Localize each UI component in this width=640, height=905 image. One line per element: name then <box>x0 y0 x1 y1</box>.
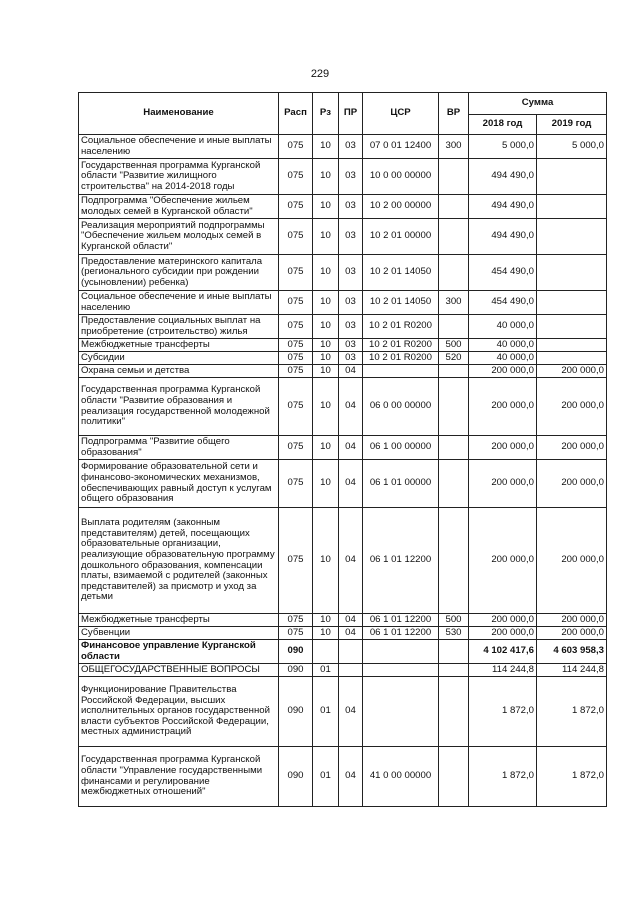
cell-rz: 10 <box>313 135 339 159</box>
cell-y2019: 1 872,0 <box>537 677 607 747</box>
table-row <box>79 219 607 255</box>
cell-rz: 01 <box>313 677 339 747</box>
cell-vr: 500 <box>439 339 469 352</box>
cell-name: Выплата родителям (законным представителям) детей, посещающих образовательные организации, реализующие образовательную программу дошкольного образования, компенсации платы, взимаемой с родителей (законных представителей) за присмотр и уход за детьми <box>79 508 279 614</box>
cell-name: Государственная программа Курганской области "Развитие образования и реализация государственной молодежной политики" <box>79 378 279 436</box>
page-number: 229 <box>310 68 330 80</box>
cell-rasp: 090 <box>279 677 313 747</box>
cell-y2018: 40 000,0 <box>469 352 537 365</box>
cell-y2018: 454 490,0 <box>469 291 537 315</box>
cell-y2018: 494 490,0 <box>469 159 537 195</box>
table-row <box>79 291 607 315</box>
table-row <box>79 436 607 460</box>
header-year-2019: 2019 год <box>537 115 607 135</box>
cell-rz: 10 <box>313 255 339 291</box>
cell-y2019: 200 000,0 <box>537 460 607 508</box>
cell-y2019 <box>537 339 607 352</box>
cell-pr: 04 <box>339 460 363 508</box>
cell-rasp: 090 <box>279 747 313 807</box>
cell-rz: 10 <box>313 508 339 614</box>
cell-vr <box>439 747 469 807</box>
cell-y2018: 200 000,0 <box>469 627 537 640</box>
cell-pr: 04 <box>339 614 363 627</box>
cell-y2019 <box>537 315 607 339</box>
table-row <box>79 352 607 365</box>
cell-vr: 530 <box>439 627 469 640</box>
cell-pr: 03 <box>339 195 363 219</box>
cell-csr <box>363 365 439 378</box>
cell-pr <box>339 664 363 677</box>
cell-name: Субвенции <box>79 627 279 640</box>
cell-y2018: 40 000,0 <box>469 315 537 339</box>
table-row <box>79 365 607 378</box>
cell-y2019: 200 000,0 <box>537 378 607 436</box>
cell-y2019: 200 000,0 <box>537 508 607 614</box>
cell-rasp: 075 <box>279 159 313 195</box>
cell-name: Подпрограмма "Обеспечение жильем молодых семей в Курганской области" <box>79 195 279 219</box>
header-pr: ПР <box>339 93 363 135</box>
cell-rz: 10 <box>313 291 339 315</box>
cell-rasp: 075 <box>279 255 313 291</box>
cell-y2019 <box>537 255 607 291</box>
table-row <box>79 640 607 664</box>
cell-y2019: 114 244,8 <box>537 664 607 677</box>
cell-vr <box>439 677 469 747</box>
cell-y2018: 200 000,0 <box>469 460 537 508</box>
cell-y2019: 200 000,0 <box>537 365 607 378</box>
cell-csr <box>363 640 439 664</box>
cell-vr: 300 <box>439 291 469 315</box>
cell-pr: 03 <box>339 339 363 352</box>
cell-vr <box>439 195 469 219</box>
table-row <box>79 747 607 807</box>
table-row <box>79 508 607 614</box>
cell-csr: 10 2 01 14050 <box>363 255 439 291</box>
table-row <box>79 627 607 640</box>
cell-rasp: 075 <box>279 352 313 365</box>
header-name: Наименование <box>79 93 279 135</box>
cell-rasp: 075 <box>279 365 313 378</box>
cell-csr: 06 1 01 12200 <box>363 627 439 640</box>
cell-csr: 41 0 00 00000 <box>363 747 439 807</box>
cell-vr <box>439 508 469 614</box>
table-row <box>79 159 607 195</box>
cell-name: Финансовое управление Курганской области <box>79 640 279 664</box>
cell-csr: 10 2 01 00000 <box>363 219 439 255</box>
cell-rz: 10 <box>313 195 339 219</box>
cell-name: Социальное обеспечение и иные выплаты населению <box>79 291 279 315</box>
table-row <box>79 677 607 747</box>
cell-rasp: 075 <box>279 436 313 460</box>
cell-pr <box>339 640 363 664</box>
header-rz: Рз <box>313 93 339 135</box>
cell-name: Государственная программа Курганской области "Управление государственными финансами и регулирование межбюджетных отношений" <box>79 747 279 807</box>
cell-rz: 10 <box>313 219 339 255</box>
cell-rz: 10 <box>313 460 339 508</box>
cell-name: Реализация мероприятий подпрограммы "Обеспечение жильем молодых семей в Курганской области" <box>79 219 279 255</box>
cell-csr: 10 2 00 00000 <box>363 195 439 219</box>
cell-rasp: 075 <box>279 627 313 640</box>
cell-vr: 300 <box>439 135 469 159</box>
cell-name: Социальное обеспечение и иные выплаты населению <box>79 135 279 159</box>
table-row <box>79 255 607 291</box>
cell-vr: 520 <box>439 352 469 365</box>
cell-vr <box>439 664 469 677</box>
cell-csr: 10 2 01 R0200 <box>363 315 439 339</box>
header-vr: ВР <box>439 93 469 135</box>
cell-rz: 10 <box>313 352 339 365</box>
cell-vr: 500 <box>439 614 469 627</box>
cell-name: Государственная программа Курганской области "Развитие жилищного строительства" на 2014-2018 годы <box>79 159 279 195</box>
cell-pr: 03 <box>339 291 363 315</box>
cell-y2018: 1 872,0 <box>469 677 537 747</box>
cell-y2018: 494 490,0 <box>469 219 537 255</box>
header-year-2018: 2018 год <box>469 115 537 135</box>
cell-csr: 06 0 00 00000 <box>363 378 439 436</box>
cell-csr <box>363 664 439 677</box>
cell-rasp: 075 <box>279 460 313 508</box>
cell-name: Охрана семьи и детства <box>79 365 279 378</box>
table-row <box>79 195 607 219</box>
header-rasp: Расп <box>279 93 313 135</box>
cell-csr: 06 1 00 00000 <box>363 436 439 460</box>
cell-csr: 10 0 00 00000 <box>363 159 439 195</box>
cell-rasp: 090 <box>279 640 313 664</box>
cell-y2018: 494 490,0 <box>469 195 537 219</box>
cell-y2018: 200 000,0 <box>469 365 537 378</box>
cell-y2019 <box>537 159 607 195</box>
cell-y2018: 200 000,0 <box>469 614 537 627</box>
cell-csr: 07 0 01 12400 <box>363 135 439 159</box>
cell-rasp: 075 <box>279 135 313 159</box>
cell-pr: 03 <box>339 135 363 159</box>
cell-name: Формирование образовательной сети и финансово-экономических механизмов, обеспечивающих равный доступ к услугам общего образования <box>79 460 279 508</box>
cell-rz: 10 <box>313 614 339 627</box>
cell-pr: 04 <box>339 436 363 460</box>
cell-rasp: 075 <box>279 315 313 339</box>
table-row <box>79 460 607 508</box>
cell-y2018: 40 000,0 <box>469 339 537 352</box>
cell-rz: 10 <box>313 365 339 378</box>
cell-csr: 10 2 01 14050 <box>363 291 439 315</box>
cell-pr: 04 <box>339 627 363 640</box>
cell-name: Предоставление материнского капитала (регионального субсидии при рождении (усыновлении) ребенка) <box>79 255 279 291</box>
cell-rasp: 090 <box>279 664 313 677</box>
cell-csr: 06 1 01 00000 <box>363 460 439 508</box>
cell-y2018: 1 872,0 <box>469 747 537 807</box>
cell-vr <box>439 219 469 255</box>
cell-y2019: 5 000,0 <box>537 135 607 159</box>
cell-csr: 10 2 01 R0200 <box>363 339 439 352</box>
cell-name: Субсидии <box>79 352 279 365</box>
header-sum: Сумма <box>469 93 607 115</box>
cell-name: Межбюджетные трансферты <box>79 614 279 627</box>
cell-name: ОБЩЕГОСУДАРСТВЕННЫЕ ВОПРОСЫ <box>79 664 279 677</box>
cell-rz: 10 <box>313 436 339 460</box>
cell-pr: 04 <box>339 747 363 807</box>
cell-y2019 <box>537 195 607 219</box>
cell-csr: 10 2 01 R0200 <box>363 352 439 365</box>
table-row <box>79 135 607 159</box>
table-row <box>79 339 607 352</box>
cell-rz: 10 <box>313 339 339 352</box>
cell-pr: 04 <box>339 677 363 747</box>
cell-y2019 <box>537 219 607 255</box>
cell-rasp: 075 <box>279 339 313 352</box>
cell-rasp: 075 <box>279 195 313 219</box>
cell-rasp: 075 <box>279 291 313 315</box>
cell-pr: 03 <box>339 315 363 339</box>
cell-pr: 03 <box>339 159 363 195</box>
cell-vr <box>439 640 469 664</box>
cell-y2018: 454 490,0 <box>469 255 537 291</box>
cell-vr <box>439 436 469 460</box>
cell-name: Подпрограмма "Развитие общего образования" <box>79 436 279 460</box>
cell-y2018: 200 000,0 <box>469 378 537 436</box>
table-row <box>79 664 607 677</box>
cell-y2019: 200 000,0 <box>537 436 607 460</box>
cell-y2018: 114 244,8 <box>469 664 537 677</box>
cell-y2018: 200 000,0 <box>469 436 537 460</box>
cell-y2019: 1 872,0 <box>537 747 607 807</box>
cell-y2018: 5 000,0 <box>469 135 537 159</box>
table-row <box>79 315 607 339</box>
cell-pr: 04 <box>339 508 363 614</box>
cell-pr: 03 <box>339 219 363 255</box>
cell-rasp: 075 <box>279 219 313 255</box>
cell-rz: 10 <box>313 627 339 640</box>
cell-name: Межбюджетные трансферты <box>79 339 279 352</box>
cell-rz: 10 <box>313 315 339 339</box>
cell-pr: 03 <box>339 352 363 365</box>
cell-y2019: 200 000,0 <box>537 614 607 627</box>
cell-rz: 10 <box>313 378 339 436</box>
cell-csr: 06 1 01 12200 <box>363 508 439 614</box>
cell-name: Предоставление социальных выплат на приобретение (строительство) жилья <box>79 315 279 339</box>
cell-csr <box>363 677 439 747</box>
cell-csr: 06 1 01 12200 <box>363 614 439 627</box>
table-row <box>79 614 607 627</box>
cell-y2019 <box>537 352 607 365</box>
cell-name: Функционирование Правительства Российской Федерации, высших исполнительных органов государственной власти субъектов Российской Федерации, местных администраций <box>79 677 279 747</box>
budget-table-body <box>79 135 607 807</box>
cell-rasp: 075 <box>279 378 313 436</box>
cell-vr <box>439 378 469 436</box>
cell-rz: 01 <box>313 747 339 807</box>
cell-vr <box>439 255 469 291</box>
cell-vr <box>439 460 469 508</box>
cell-rz <box>313 640 339 664</box>
cell-pr: 04 <box>339 365 363 378</box>
cell-rz: 01 <box>313 664 339 677</box>
table-row <box>79 378 607 436</box>
cell-pr: 04 <box>339 378 363 436</box>
cell-rasp: 075 <box>279 508 313 614</box>
cell-vr <box>439 365 469 378</box>
cell-rz: 10 <box>313 159 339 195</box>
cell-y2018: 4 102 417,6 <box>469 640 537 664</box>
budget-table <box>78 92 607 807</box>
cell-y2019 <box>537 291 607 315</box>
cell-y2019: 4 603 958,3 <box>537 640 607 664</box>
cell-rasp: 075 <box>279 614 313 627</box>
cell-vr <box>439 159 469 195</box>
cell-vr <box>439 315 469 339</box>
header-csr: ЦСР <box>363 93 439 135</box>
cell-y2019: 200 000,0 <box>537 627 607 640</box>
cell-pr: 03 <box>339 255 363 291</box>
cell-y2018: 200 000,0 <box>469 508 537 614</box>
